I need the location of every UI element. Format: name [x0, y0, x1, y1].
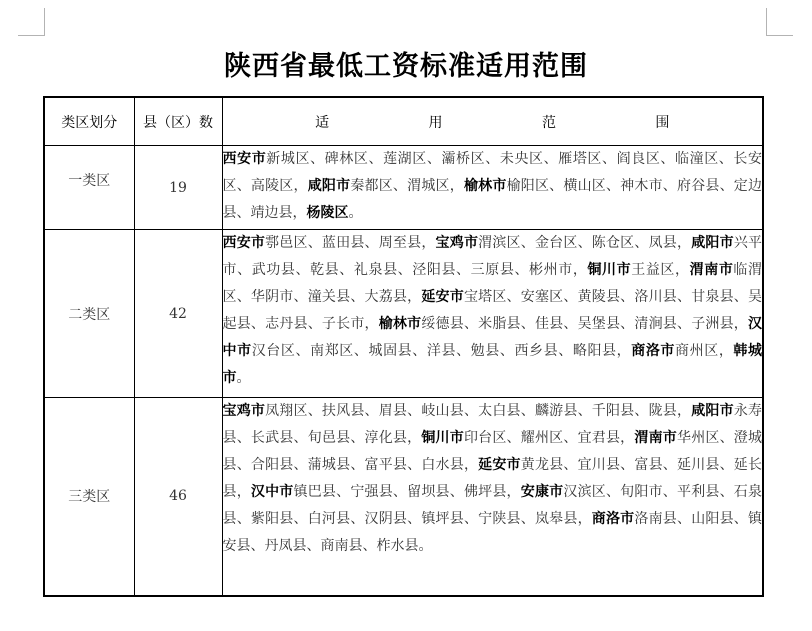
count-cell: 19 — [134, 146, 222, 230]
scope-cell — [222, 146, 763, 230]
city-name: 咸阳市 — [691, 403, 734, 419]
area-list: 兴平市、武功县、乾县、礼泉县、泾阳县、三原县、彬州市， — [222, 235, 763, 278]
city-name: 渭南市 — [689, 262, 734, 278]
crop-mark-top-right-v — [766, 8, 767, 36]
header-scope-char: 范 — [541, 114, 556, 131]
city-name: 延安市 — [478, 457, 521, 473]
city-name: 宝鸡市 — [222, 403, 266, 419]
area-list: 黄龙县、宜川县、富县、延川县、延长县， — [222, 457, 763, 500]
table-row — [44, 398, 763, 596]
area-list: 凤翔区、扶风县、眉县、岐山县、太白县、麟游县、千阳县、陇县， — [265, 403, 692, 419]
city-name: 商洛市 — [591, 511, 635, 527]
area-list: 秦都区、渭城区， — [350, 178, 464, 194]
city-name: 铜川市 — [587, 262, 632, 278]
city-name: 商洛市 — [631, 343, 676, 359]
area-list: 王益区， — [631, 262, 690, 278]
city-name: 韩城市 — [222, 343, 763, 386]
city-name: 榆林市 — [463, 178, 507, 194]
area-list: 汉台区、南郑区、城固县、洋县、勉县、西乡县、略阳县， — [251, 343, 632, 359]
header-scope-char: 适 — [315, 114, 330, 131]
crop-mark-top-right-h — [766, 35, 793, 36]
count-cell: 42 — [134, 230, 222, 398]
area-list: 鄠邑区、蓝田县、周至县， — [265, 235, 436, 251]
zone-cell: 二类区 — [44, 230, 134, 398]
city-name: 汉中市 — [222, 316, 763, 359]
header-scope — [222, 97, 763, 146]
crop-mark-top-left-h — [18, 35, 45, 36]
area-list: 永寿县、长武县、旬邑县、淳化县， — [222, 403, 763, 446]
header-zone: 类区划分 — [44, 97, 134, 146]
header-scope-char: 用 — [428, 114, 443, 131]
area-list: 华州区、澄城县、合阳县、蒲城县、富平县、白水县， — [222, 430, 763, 473]
city-name: 汉中市 — [250, 484, 294, 500]
zone-cell: 一类区 — [44, 146, 134, 230]
scope-cell — [222, 230, 763, 398]
area-list: 印台区、耀州区、宜君县， — [463, 430, 635, 446]
area-list: 绥德县、米脂县、佳县、吴堡县、清涧县、子洲县， — [421, 316, 749, 332]
city-name: 咸阳市 — [691, 235, 734, 251]
document-title: 陕西省最低工资标准适用范围 — [224, 51, 588, 82]
area-list: 汉滨区、旬阳市、平利县、石泉县、紫阳县、白河县、汉阴县、镇坪县、宁陕县、岚皋县， — [222, 484, 763, 527]
city-name: 延安市 — [421, 289, 464, 305]
area-list: 洛南县、山阳县、镇安县、丹凤县、商南县、柞水县。 — [222, 511, 763, 554]
table-row — [44, 146, 763, 230]
scope-cell — [222, 398, 763, 596]
header-scope-char: 围 — [655, 114, 670, 131]
area-list: 。 — [348, 205, 363, 221]
area-list: 宝塔区、安塞区、黄陵县、洛川县、甘泉县、吴起县、志丹县、子长市， — [222, 289, 763, 332]
city-name: 榆林市 — [378, 316, 422, 332]
city-name: 安康市 — [520, 484, 564, 500]
city-name: 西安市 — [222, 151, 267, 167]
area-list: 商州区， — [675, 343, 734, 359]
area-list: 榆阳区、横山区、神木市、府谷县、定边县、靖边县， — [222, 178, 763, 221]
header-count: 县（区）数 — [134, 97, 222, 146]
area-list: 镇巴县、宁强县、留坝县、佛坪县， — [293, 484, 521, 500]
city-name: 铜川市 — [421, 430, 464, 446]
zone-cell: 三类区 — [44, 398, 134, 596]
city-name: 宝鸡市 — [435, 235, 479, 251]
table-header-row — [44, 97, 763, 146]
area-list: 临渭区、华阴市、潼关县、大荔县， — [222, 262, 763, 305]
area-list: 。 — [236, 370, 251, 386]
area-list: 新城区、碑林区、莲湖区、灞桥区、未央区、雁塔区、阎良区、临潼区、长安区、高陵区， — [222, 151, 763, 194]
city-name: 渭南市 — [634, 430, 677, 446]
city-name: 咸阳市 — [307, 178, 351, 194]
area-list: 渭滨区、金台区、陈仓区、凤县， — [478, 235, 692, 251]
city-name: 杨陵区 — [306, 205, 349, 221]
city-name: 西安市 — [222, 235, 266, 251]
count-cell: 46 — [134, 398, 222, 596]
crop-mark-top-left-v — [44, 8, 45, 36]
wage-zone-table — [43, 96, 764, 597]
table-row — [44, 230, 763, 398]
